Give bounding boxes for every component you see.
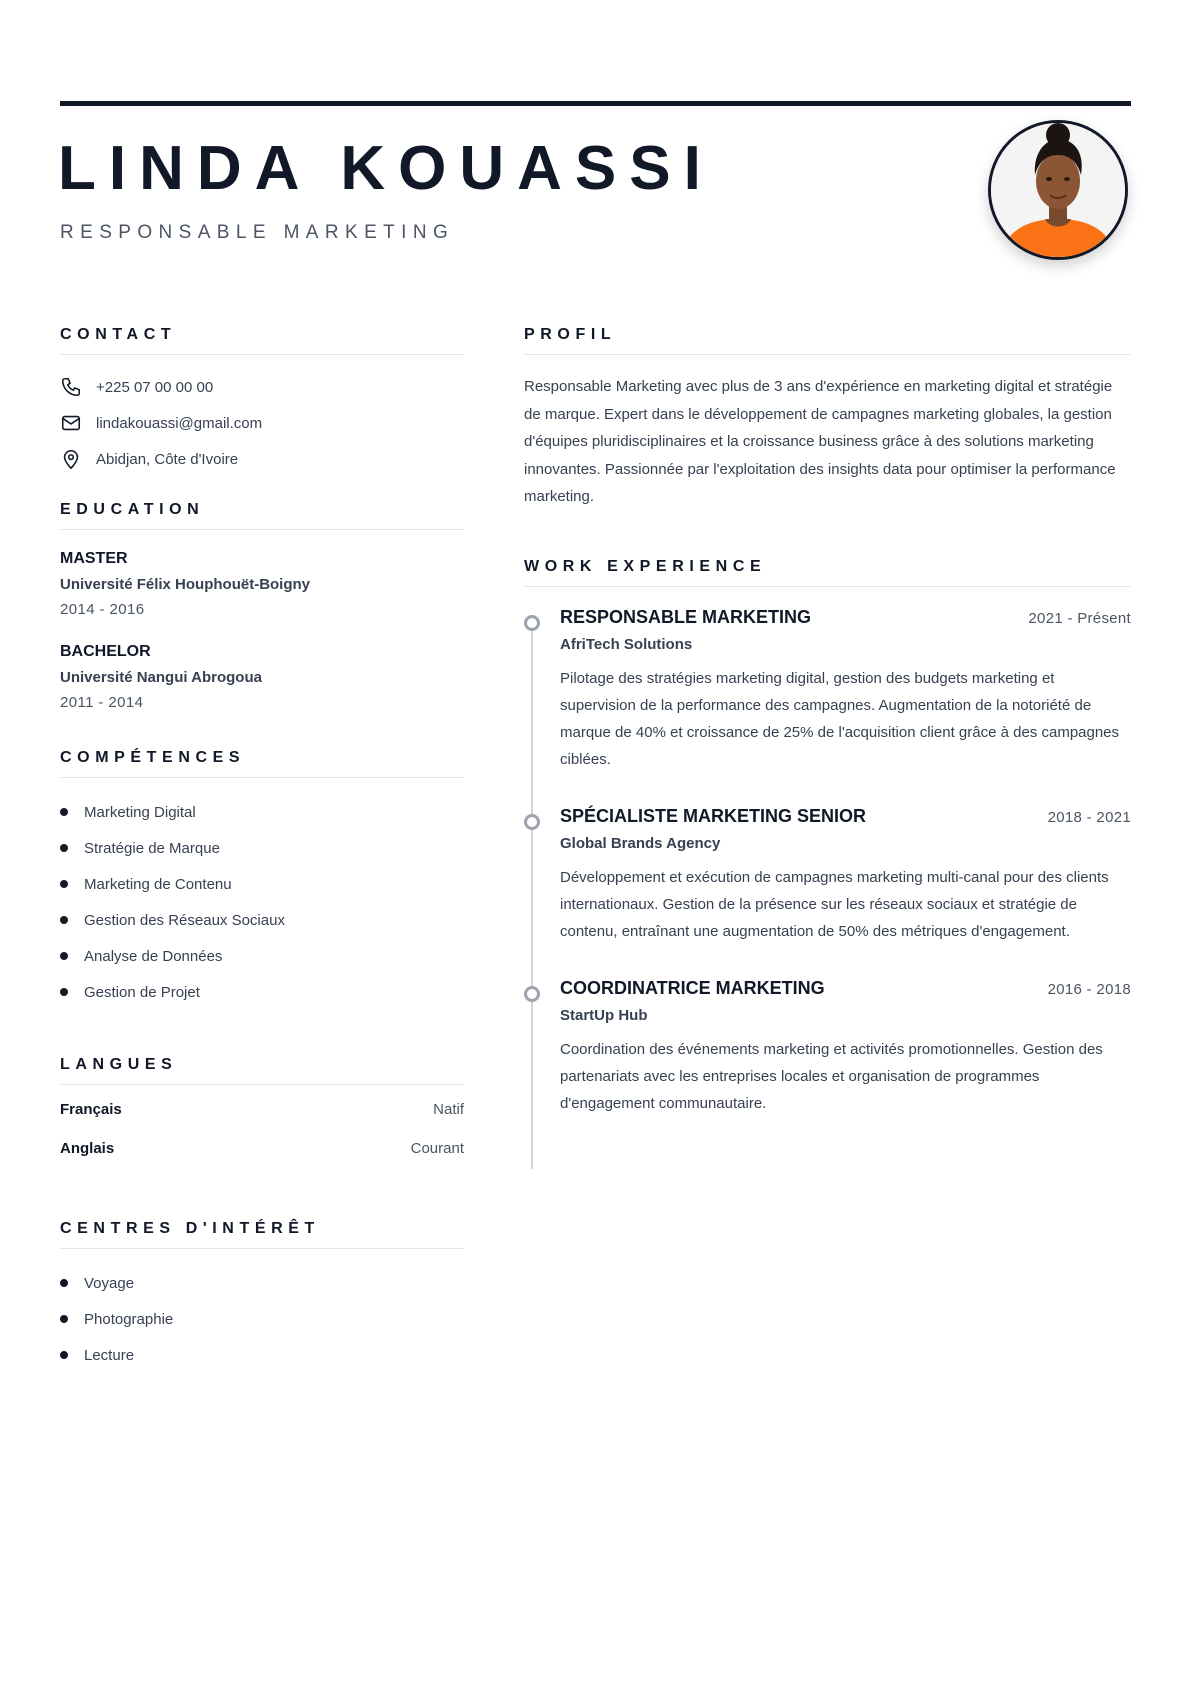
skill-label: Stratégie de Marque bbox=[84, 839, 220, 857]
contact-section bbox=[60, 326, 464, 477]
skill-label: Analyse de Données bbox=[84, 947, 223, 965]
left-column bbox=[60, 326, 464, 1373]
skill-label: Marketing de Contenu bbox=[84, 875, 232, 893]
timeline-marker bbox=[524, 814, 540, 830]
timeline-marker bbox=[524, 615, 540, 631]
education-heading: EDUCATION bbox=[60, 501, 464, 530]
education-entry bbox=[60, 643, 464, 711]
right-column bbox=[524, 326, 1131, 1117]
profile-photo bbox=[988, 120, 1128, 260]
portrait-illustration bbox=[991, 123, 1125, 257]
job-entry bbox=[560, 978, 1131, 1117]
skill-label: Gestion des Réseaux Sociaux bbox=[84, 911, 285, 929]
language-level: Natif bbox=[433, 1101, 464, 1118]
job-role: COORDINATRICE MARKETING bbox=[560, 977, 825, 998]
education-years: 2011 - 2014 bbox=[60, 694, 144, 711]
job-description: Coordination des événements marketing et activités promotionnelles. Gestion des partenariats avec les entreprises locales et organisation de programmes d'engagement communautaire. bbox=[560, 1040, 1103, 1112]
phone-icon bbox=[60, 376, 82, 398]
bullet-dot bbox=[60, 1351, 68, 1359]
phone-number: +225 07 00 00 00 bbox=[96, 378, 214, 396]
education-degree: BACHELOR bbox=[60, 643, 151, 660]
skill-item bbox=[60, 794, 464, 830]
skill-item bbox=[60, 974, 464, 1010]
skill-item bbox=[60, 902, 464, 938]
job-description: Pilotage des stratégies marketing digital, gestion des budgets marketing et supervision de la performance des campagnes. Augmentation de la notoriété de marque de 40% et croissance de 25% de l'acquisition client grâce à des campagnes ciblées. bbox=[560, 669, 1120, 768]
skill-item bbox=[60, 830, 464, 866]
interest-item bbox=[60, 1265, 464, 1301]
timeline-marker bbox=[524, 986, 540, 1002]
bullet-dot bbox=[60, 988, 68, 996]
language-item bbox=[60, 1101, 464, 1140]
interest-item bbox=[60, 1337, 464, 1373]
interest-label: Voyage bbox=[84, 1274, 135, 1292]
language-name: Français bbox=[60, 1101, 122, 1118]
job-entry bbox=[560, 607, 1131, 773]
languages-section bbox=[60, 1056, 464, 1179]
top-divider bbox=[60, 101, 1131, 106]
email-address[interactable]: lindakouassi@gmail.com bbox=[96, 414, 263, 432]
interests-heading: CENTRES D'INTÉRÊT bbox=[60, 1220, 464, 1249]
interest-label: Photographie bbox=[84, 1310, 174, 1328]
contact-email bbox=[60, 405, 464, 441]
job-entry bbox=[560, 806, 1131, 945]
contact-phone bbox=[60, 369, 464, 405]
profile-section bbox=[524, 326, 1131, 511]
job-company: StartUp Hub bbox=[560, 1006, 648, 1024]
candidate-name: LINDA KOUASSI bbox=[58, 134, 714, 203]
job-dates: 2021 - Présent bbox=[1028, 609, 1131, 627]
education-section bbox=[60, 501, 464, 711]
mail-icon bbox=[60, 412, 82, 434]
bullet-dot bbox=[60, 1279, 68, 1287]
language-item bbox=[60, 1140, 464, 1179]
skills-section bbox=[60, 749, 464, 1010]
job-dates: 2018 - 2021 bbox=[1047, 808, 1131, 826]
bullet-dot bbox=[60, 916, 68, 924]
experience-section bbox=[524, 558, 1131, 1117]
bullet-dot bbox=[60, 880, 68, 888]
job-role: RESPONSABLE MARKETING bbox=[560, 606, 812, 627]
job-company: AfriTech Solutions bbox=[560, 635, 693, 653]
bullet-dot bbox=[60, 808, 68, 816]
skill-item bbox=[60, 866, 464, 902]
skill-label: Gestion de Projet bbox=[84, 983, 200, 1001]
education-school: Université Nangui Abrogoua bbox=[60, 669, 262, 686]
language-name: Anglais bbox=[60, 1140, 115, 1157]
skill-item bbox=[60, 938, 464, 974]
language-level: Courant bbox=[410, 1140, 464, 1157]
contact-location bbox=[60, 441, 464, 477]
education-years: 2014 - 2016 bbox=[60, 601, 145, 618]
profile-heading: PROFIL bbox=[524, 326, 1131, 355]
education-entry bbox=[60, 550, 464, 618]
interest-label: Lecture bbox=[84, 1346, 135, 1364]
contact-heading: CONTACT bbox=[60, 326, 464, 355]
education-degree: MASTER bbox=[60, 550, 128, 567]
bullet-dot bbox=[60, 952, 68, 960]
job-role: SPÉCIALISTE MARKETING SENIOR bbox=[560, 805, 867, 826]
education-school: Université Félix Houphouët-Boigny bbox=[60, 576, 311, 593]
candidate-title: RESPONSABLE MARKETING bbox=[60, 222, 455, 243]
interest-item bbox=[60, 1301, 464, 1337]
location-pin-icon bbox=[60, 448, 82, 470]
bullet-dot bbox=[60, 844, 68, 852]
skills-heading: COMPÉTENCES bbox=[60, 749, 464, 778]
job-dates: 2016 - 2018 bbox=[1047, 980, 1131, 998]
bullet-dot bbox=[60, 1315, 68, 1323]
experience-heading: WORK EXPERIENCE bbox=[524, 558, 1131, 587]
job-description: Développement et exécution de campagnes marketing multi-canal pour des clients internationaux. Gestion de la présence sur les réseaux sociaux et stratégie de contenu, entraînant une augmentation de 50% des métriques d'engagement. bbox=[560, 868, 1109, 940]
skill-label: Marketing Digital bbox=[84, 803, 196, 821]
timeline-line bbox=[531, 621, 533, 1169]
location-text: Abidjan, Côte d'Ivoire bbox=[96, 450, 239, 468]
interests-section bbox=[60, 1220, 464, 1373]
profile-summary: Responsable Marketing avec plus de 3 ans d'expérience en marketing digital et stratégie de marque. Expert dans le développement de campagnes marketing globales, la gestion d'équipes pluridisciplinaires et la croissance business grâce à des solutions marketing innovantes. Passionnée par l'exploitation des insights data pour optimiser la performance marketing. bbox=[524, 378, 1116, 505]
job-company: Global Brands Agency bbox=[560, 834, 721, 852]
experience-timeline bbox=[524, 607, 1131, 1117]
languages-heading: LANGUES bbox=[60, 1056, 464, 1085]
